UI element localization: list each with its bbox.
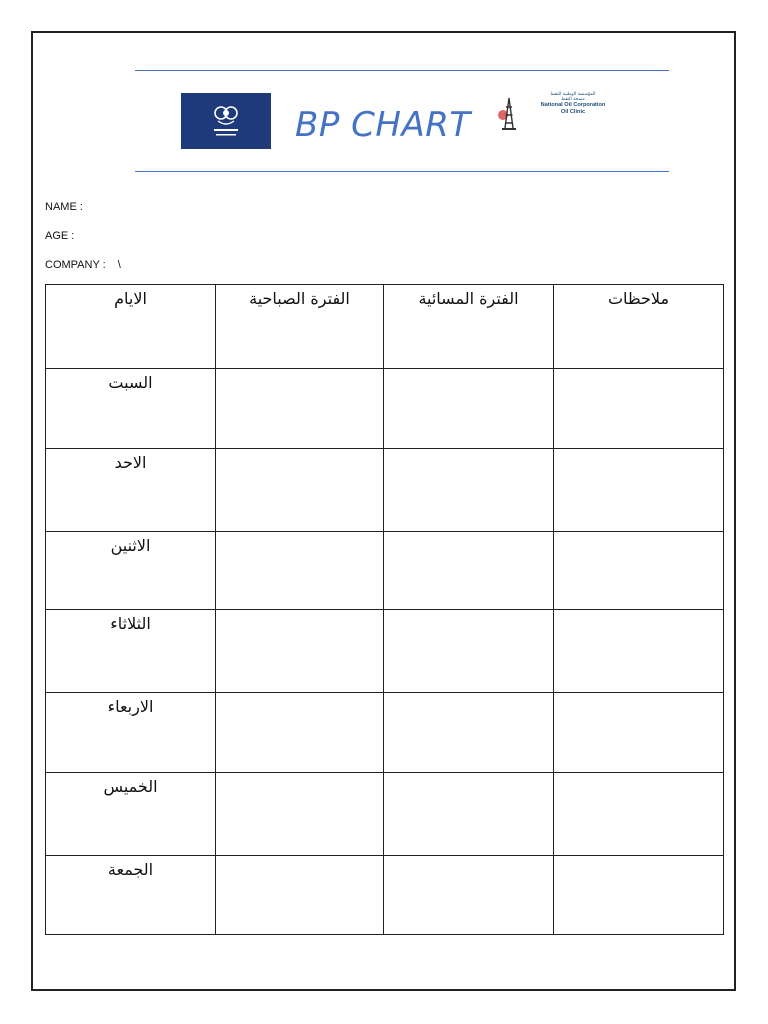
header-evening: الفترة المسائية [384,285,554,369]
day-cell: السبت [46,369,216,449]
header-top-rule [135,70,669,71]
evening-cell[interactable] [384,693,554,773]
corporation-arabic-name: المؤسسة الوطنية للنفط [550,92,596,97]
company-label: COMPANY : [45,259,106,271]
morning-cell[interactable] [216,610,384,693]
evening-cell[interactable] [384,369,554,449]
table-row [46,532,724,610]
table-row [46,449,724,532]
morning-cell[interactable] [216,449,384,532]
morning-cell[interactable] [216,693,384,773]
evening-cell[interactable] [384,532,554,610]
corporation-logo-text [527,92,619,146]
notes-cell[interactable] [554,693,724,773]
notes-cell[interactable] [554,449,724,532]
evening-cell[interactable] [384,610,554,693]
notes-cell[interactable] [554,369,724,449]
company-value: \ [117,259,121,271]
table-row [46,369,724,449]
notes-cell[interactable] [554,773,724,856]
day-cell: الجمعة [46,856,216,935]
bp-table [45,284,724,935]
table-header-row [46,285,724,369]
day-cell: الاثنين [46,532,216,610]
morning-cell[interactable] [216,856,384,935]
age-label: AGE : [45,230,75,242]
header-bottom-rule [135,171,669,172]
oil-clinic-emblem-icon [181,93,271,149]
header-notes: ملاحظات [554,285,724,369]
notes-cell[interactable] [554,610,724,693]
day-cell: الاربعاء [46,693,216,773]
evening-cell[interactable] [384,856,554,935]
day-cell: الخميس [46,773,216,856]
page-title: BP CHART [295,105,471,145]
table-row [46,610,724,693]
day-cell: الاحد [46,449,216,532]
header-days: الايام [46,285,216,369]
company-field [45,259,121,271]
oil-clinic-logo [181,93,271,149]
morning-cell[interactable] [216,773,384,856]
oil-rig-icon [496,95,522,131]
evening-cell[interactable] [384,449,554,532]
age-field [45,230,74,242]
notes-cell[interactable] [554,532,724,610]
clinic-arabic-name: مصحة النفط [561,97,585,103]
name-field [45,201,83,213]
name-label: NAME : [45,201,83,213]
corporation-english-name: National Oil Corporation [540,102,606,109]
table-row [46,773,724,856]
evening-cell[interactable] [384,773,554,856]
header-morning: الفترة الصباحية [216,285,384,369]
table-row [46,856,724,935]
morning-cell[interactable] [216,532,384,610]
day-cell: الثلاثاء [46,610,216,693]
morning-cell[interactable] [216,369,384,449]
notes-cell[interactable] [554,856,724,935]
clinic-english-name: Oil Clinic [560,108,586,115]
table-row [46,693,724,773]
